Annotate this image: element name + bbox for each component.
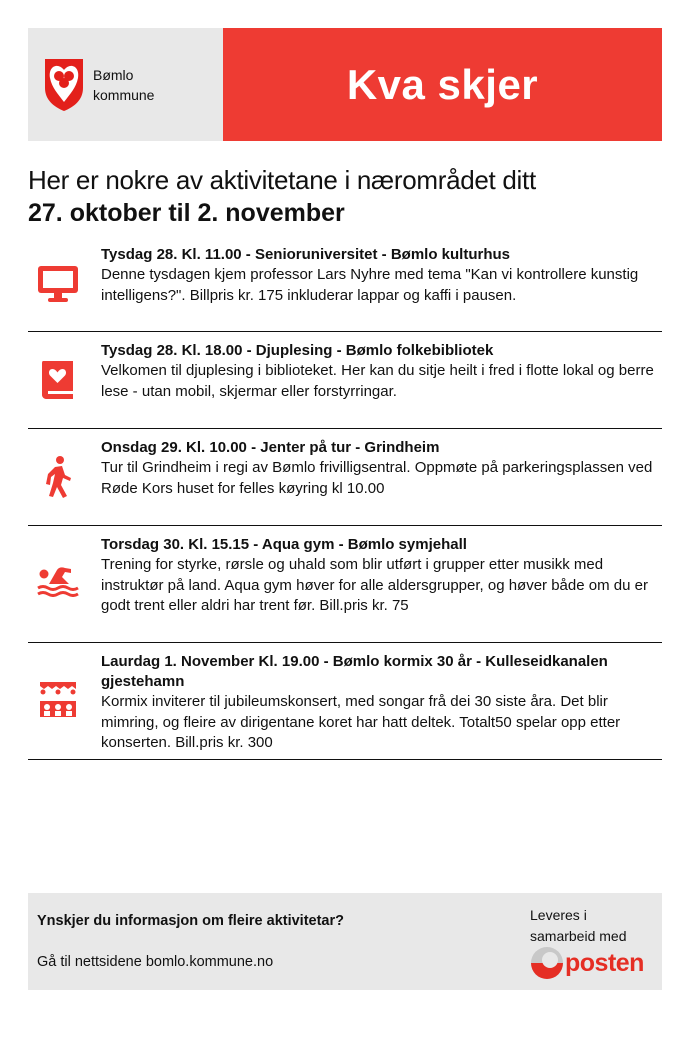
event-description: Kormix inviterer til jubileumskonsert, med songar frå dei 30 siste åra. Det blir mimring, og fleire av dirigentane koret har hatt deltek. Totalt50 spelar opp etter konserten. Bill.pris kr. 300	[101, 693, 621, 751]
date-range: 27. oktober til 2. november	[28, 199, 345, 227]
event-item	[28, 429, 662, 526]
event-item	[28, 332, 662, 429]
partner-text-line2: samarbeid med	[530, 928, 627, 944]
posten-symbol-icon	[530, 946, 564, 980]
event-title: Laurdag 1. November Kl. 19.00 - Bømlo kormix 30 år - Kulleseidkanalen gjestehamn	[101, 653, 608, 690]
coat-of-arms-icon	[44, 58, 84, 112]
posten-logo	[530, 946, 644, 980]
event-item	[28, 526, 662, 643]
event-title: Onsdag 29. Kl. 10.00 - Jenter på tur - Grindheim	[101, 439, 440, 456]
title-banner	[223, 28, 662, 141]
posten-wordmark: posten	[565, 948, 644, 977]
book-heart-icon	[36, 358, 80, 402]
event-title: Tysdag 28. Kl. 11.00 - Senioruniversitet - Bømlo kulturhus	[101, 246, 510, 263]
intro	[28, 164, 668, 230]
partner-text-line1: Leveres i	[530, 907, 587, 923]
municipality-name	[93, 65, 154, 105]
event-description: Denne tysdagen kjem professor Lars Nyhre med tema "Kan vi kontrollere kunstig intelligens?". Billpris kr. 175 inkluderar lappar og kaffi i pausen.	[101, 266, 639, 304]
swimmer-icon	[36, 559, 80, 603]
event-item	[28, 236, 662, 332]
event-title: Tysdag 28. Kl. 18.00 - Djuplesing - Bømlo folkebibliotek	[101, 342, 494, 359]
event-description: Velkomen til djuplesing i biblioteket. Her kan du sitje heilt i fred i flotte lokal og berre lese - utan mobil, skjermar eller forstyrringar.	[101, 362, 654, 400]
event-description: Trening for styrke, rørsle og uhald som blir utført i grupper etter musikk med instruktør på land. Aqua gym høver for alle aldersgrupper, og høver både om du er godt trent eller aldri har trent før. Bill.pris kr. 75	[101, 556, 648, 614]
theater-audience-icon	[36, 677, 80, 721]
monitor-icon	[36, 262, 80, 306]
header	[28, 28, 662, 141]
municipality-name-line2: kommune	[93, 86, 155, 103]
event-description: Tur til Grindheim i regi av Bømlo frivilligsentral. Oppmøte på parkeringsplassen ved Røde Kors huset for felles køyring kl 10.00	[101, 459, 653, 497]
municipality-name-line1: Bømlo	[93, 66, 134, 83]
footer	[28, 893, 662, 990]
page-title: Kva skjer	[346, 60, 539, 108]
event-item	[28, 643, 662, 760]
website-link[interactable]: Gå til nettsidene bomlo.kommune.no	[37, 954, 274, 970]
partner-text	[530, 905, 627, 947]
intro-text: Her er nokre av aktivitetane i nærområdet ditt	[28, 165, 536, 195]
event-title: Torsdag 30. Kl. 15.15 - Aqua gym - Bømlo symjehall	[101, 536, 467, 553]
municipality-logo	[28, 28, 223, 141]
footer-question: Ynskjer du informasjon om fleire aktivitetar?	[37, 913, 344, 929]
walking-person-icon	[36, 455, 80, 499]
event-list	[28, 236, 662, 760]
